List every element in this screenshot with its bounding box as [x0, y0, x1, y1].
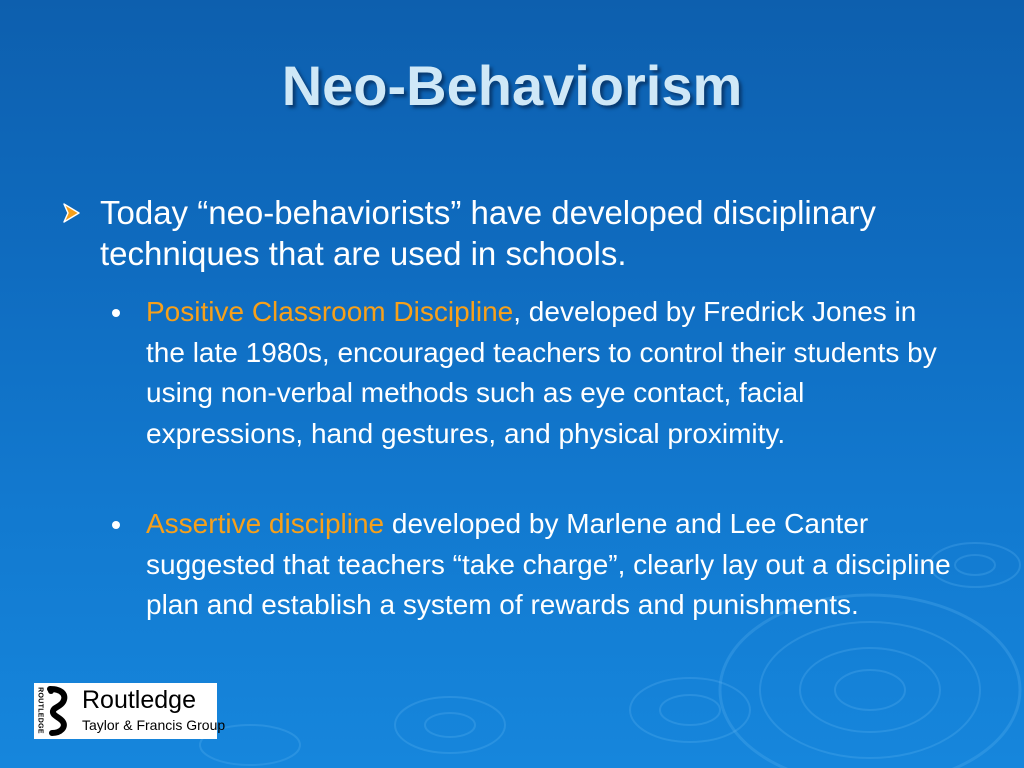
dot-bullet-icon — [112, 309, 120, 317]
sub-bullet-text — [146, 504, 962, 626]
dot-bullet-icon — [112, 521, 120, 529]
logo-vertical-label — [35, 683, 44, 739]
highlight-term: Assertive discipline — [146, 508, 385, 539]
routledge-mark-icon — [46, 686, 70, 736]
main-bullet-text: Today “neo-behaviorists” have developed disciplinary techniques that are used in schools. — [100, 194, 876, 272]
arrow-bullet-icon — [62, 202, 82, 224]
sub-bullet-assertive-discipline — [112, 504, 962, 626]
logo-vertical-text: ROUTLEDGE — [36, 687, 44, 734]
sub-bullet-text — [146, 292, 962, 454]
logo-group: Taylor & Francis Group — [82, 717, 226, 733]
routledge-logo — [34, 683, 226, 739]
slide-title: Neo-Behaviorism — [281, 54, 743, 117]
highlight-term: Positive Classroom Discipline — [146, 296, 514, 327]
logo-name: Routledge — [82, 686, 196, 714]
main-bullet-point — [62, 192, 962, 274]
sub-bullet-positive-classroom-discipline — [112, 292, 962, 454]
sub-bullet-body: developed by Marlene and Lee Canter suggested that teachers “take charge”, clearly lay out a discipline plan and establish a system of rewards and punishments. — [146, 508, 951, 620]
sub-bullet-body: , developed by Fredrick Jones in the late 1980s, encouraged teachers to control their students by using non-verbal methods such as eye contact, facial expressions, hand gestures, and physical proximity. — [146, 296, 937, 449]
